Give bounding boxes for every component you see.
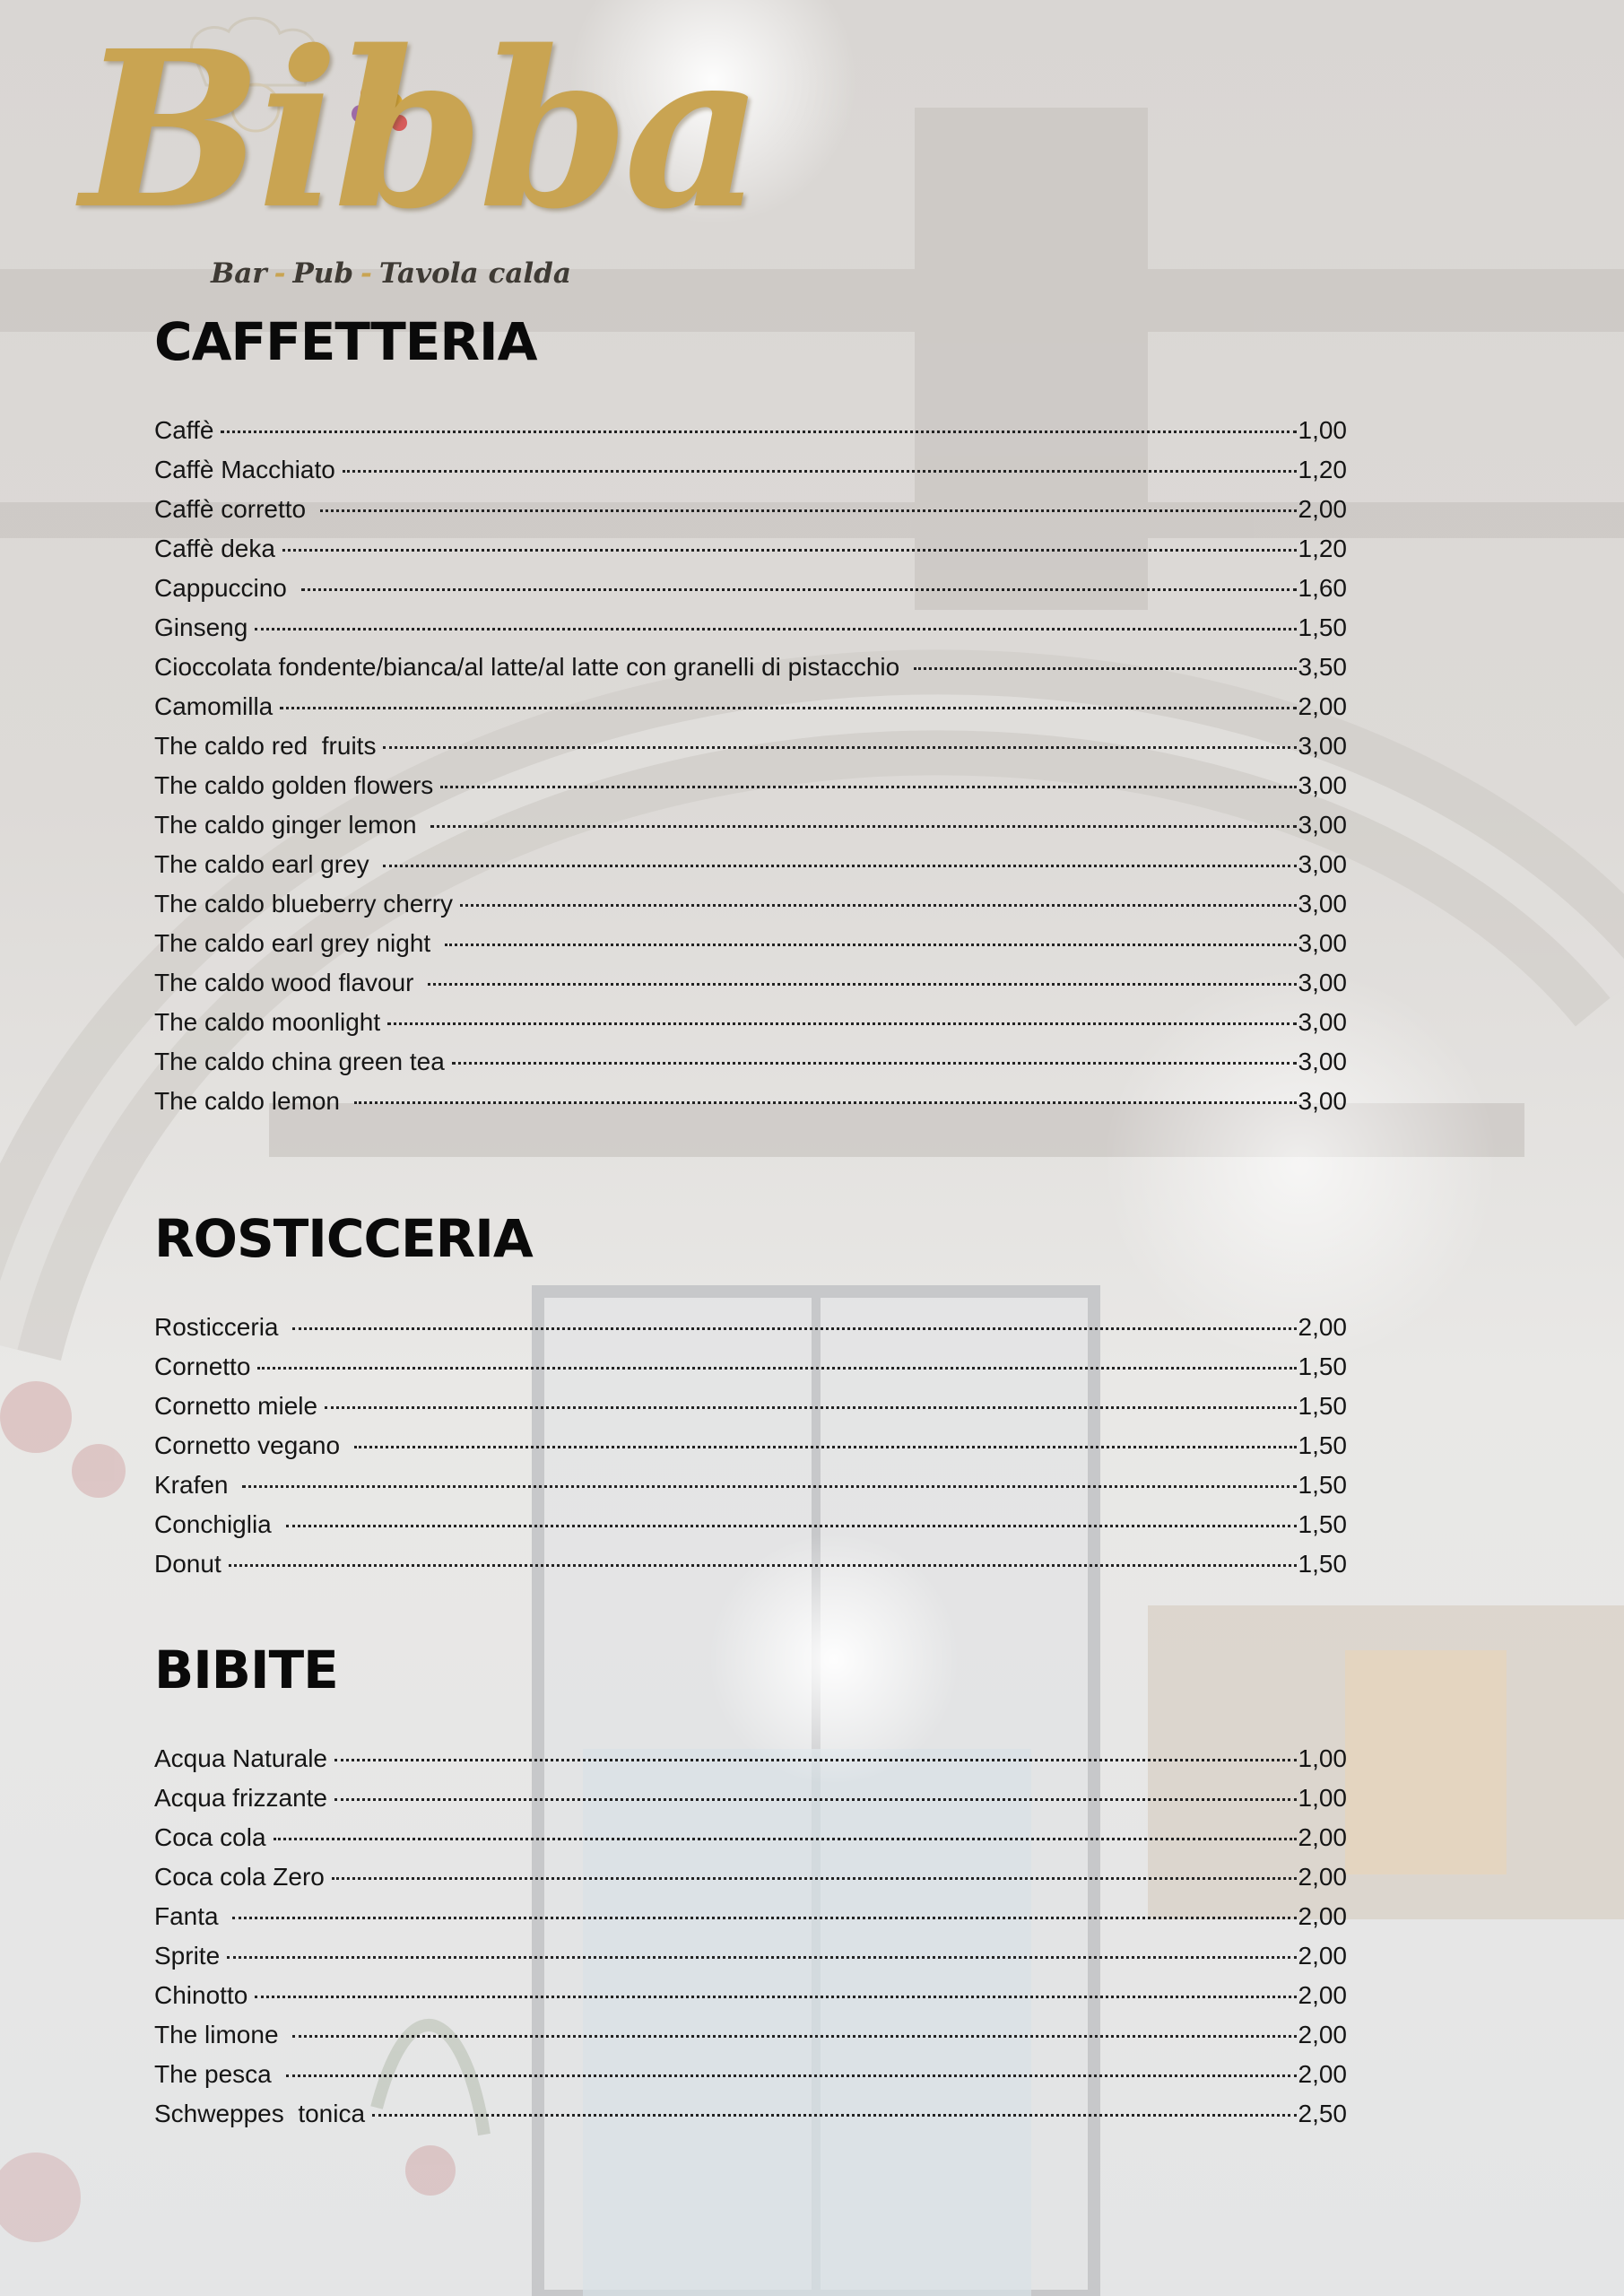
dot-leader bbox=[301, 587, 1297, 591]
tagline-tavola-calda: Tavola calda bbox=[378, 257, 571, 290]
menu-item bbox=[154, 2094, 1347, 2134]
dot-leader bbox=[334, 1757, 1296, 1761]
menu-item bbox=[154, 1387, 1347, 1426]
section-bibite bbox=[154, 1639, 1347, 2134]
item-price: 1,00 bbox=[1298, 416, 1347, 444]
menu-item bbox=[154, 1082, 1347, 1121]
menu-item bbox=[154, 1003, 1347, 1042]
dot-leader bbox=[232, 1915, 1296, 1919]
menu-item bbox=[154, 648, 1347, 687]
menu-list bbox=[154, 411, 1347, 1121]
section-title: CAFFETTERIA bbox=[154, 311, 537, 372]
dot-leader bbox=[428, 981, 1296, 986]
dot-leader bbox=[914, 665, 1297, 670]
item-name: The caldo golden flowers bbox=[154, 771, 434, 799]
dot-leader bbox=[292, 2033, 1296, 2038]
item-price: 1,60 bbox=[1298, 574, 1347, 602]
dot-leader bbox=[282, 547, 1297, 552]
dot-leader bbox=[286, 1523, 1297, 1527]
menu-item bbox=[154, 963, 1347, 1003]
menu-item bbox=[154, 2055, 1347, 2094]
item-name: Fanta bbox=[154, 1902, 226, 1930]
item-name: The caldo china green tea bbox=[154, 1048, 445, 1075]
menu-item bbox=[154, 1042, 1347, 1082]
item-name: Coca cola bbox=[154, 1823, 266, 1851]
dot-leader bbox=[387, 1021, 1296, 1025]
bibba-logo bbox=[72, 4, 759, 300]
item-price: 1,20 bbox=[1298, 535, 1347, 562]
item-price: 2,00 bbox=[1298, 2060, 1347, 2088]
item-price: 1,20 bbox=[1298, 456, 1347, 483]
item-name: The caldo earl grey bbox=[154, 850, 377, 878]
menu-item bbox=[154, 884, 1347, 924]
item-name: Cioccolata fondente/bianca/al latte/al latte con granelli di pistacchio bbox=[154, 653, 907, 681]
menu-item bbox=[154, 1308, 1347, 1347]
menu-item bbox=[154, 1465, 1347, 1505]
item-name: Acqua frizzante bbox=[154, 1784, 327, 1812]
item-price: 2,50 bbox=[1298, 2100, 1347, 2127]
item-name: The caldo lemon bbox=[154, 1087, 347, 1115]
menu-item bbox=[154, 924, 1347, 963]
menu-item bbox=[154, 1976, 1347, 2015]
dot-leader bbox=[354, 1100, 1297, 1104]
menu-item bbox=[154, 1779, 1347, 1818]
item-name: The caldo blueberry cherry bbox=[154, 890, 454, 918]
menu-item bbox=[154, 569, 1347, 608]
item-name: Cornetto miele bbox=[154, 1392, 318, 1420]
item-name: The caldo earl grey night bbox=[154, 929, 438, 957]
dot-leader bbox=[227, 1954, 1296, 1959]
item-price: 1,50 bbox=[1298, 1471, 1347, 1499]
item-name: The limone bbox=[154, 2021, 286, 2048]
menu-list bbox=[154, 1739, 1347, 2134]
dot-leader bbox=[280, 705, 1296, 709]
dot-leader bbox=[229, 1562, 1297, 1567]
item-name: Acqua Naturale bbox=[154, 1744, 328, 1772]
item-name: Camomilla bbox=[154, 692, 274, 720]
dot-leader bbox=[452, 1060, 1297, 1065]
menu-item bbox=[154, 2015, 1347, 2055]
logo-wordmark: Bibba bbox=[81, 4, 759, 257]
menu-item bbox=[154, 805, 1347, 845]
dot-leader bbox=[430, 823, 1296, 828]
item-price: 1,50 bbox=[1298, 1392, 1347, 1420]
item-name: Caffè Macchiato bbox=[154, 456, 335, 483]
item-price: 3,00 bbox=[1298, 771, 1347, 799]
item-name: Donut bbox=[154, 1550, 221, 1578]
menu-list bbox=[154, 1308, 1347, 1584]
item-price: 2,00 bbox=[1298, 1981, 1347, 2009]
tagline-pub: Pub bbox=[292, 257, 354, 290]
item-price: 1,50 bbox=[1298, 1431, 1347, 1459]
item-price: 1,50 bbox=[1298, 1550, 1347, 1578]
dot-leader bbox=[343, 468, 1297, 473]
item-name: Sprite bbox=[154, 1942, 221, 1970]
menu-item bbox=[154, 845, 1347, 884]
tagline-bar: Bar bbox=[211, 257, 267, 290]
item-name: Schweppes tonica bbox=[154, 2100, 366, 2127]
item-name: Krafen bbox=[154, 1471, 236, 1499]
dot-leader bbox=[221, 429, 1296, 433]
item-price: 2,00 bbox=[1298, 1902, 1347, 1930]
item-name: Chinotto bbox=[154, 1981, 248, 2009]
item-price: 2,00 bbox=[1298, 1313, 1347, 1341]
menu-item bbox=[154, 1739, 1347, 1779]
item-name: Cornetto vegano bbox=[154, 1431, 347, 1459]
dot-leader bbox=[383, 744, 1296, 749]
dot-leader bbox=[372, 2112, 1296, 2117]
item-price: 2,00 bbox=[1298, 1942, 1347, 1970]
item-price: 1,50 bbox=[1298, 613, 1347, 641]
item-price: 3,00 bbox=[1298, 732, 1347, 760]
item-price: 3,00 bbox=[1298, 1048, 1347, 1075]
item-price: 3,00 bbox=[1298, 929, 1347, 957]
menu-item bbox=[154, 1818, 1347, 1857]
item-name: Cappuccino bbox=[154, 574, 294, 602]
item-price: 3,00 bbox=[1298, 1087, 1347, 1115]
item-price: 1,00 bbox=[1298, 1784, 1347, 1812]
dot-leader bbox=[274, 1836, 1297, 1840]
dot-leader bbox=[320, 508, 1297, 512]
menu-item bbox=[154, 1347, 1347, 1387]
menu-item bbox=[154, 766, 1347, 805]
item-price: 2,00 bbox=[1298, 1823, 1347, 1851]
dot-leader bbox=[255, 1994, 1296, 1998]
menu-item bbox=[154, 490, 1347, 529]
item-price: 2,00 bbox=[1298, 692, 1347, 720]
item-price: 2,00 bbox=[1298, 1863, 1347, 1891]
menu-item bbox=[154, 1897, 1347, 1936]
item-price: 2,00 bbox=[1298, 2021, 1347, 2048]
item-price: 3,00 bbox=[1298, 890, 1347, 918]
dot-leader bbox=[334, 1796, 1297, 1801]
section-rosticceria bbox=[154, 1208, 1347, 1584]
dot-leader bbox=[292, 1326, 1296, 1330]
item-price: 2,00 bbox=[1298, 495, 1347, 523]
dot-leader bbox=[325, 1405, 1296, 1409]
section-caffetteria bbox=[154, 311, 1347, 1121]
item-price: 3,00 bbox=[1298, 969, 1347, 996]
dot-leader bbox=[383, 863, 1296, 867]
menu-item bbox=[154, 687, 1347, 726]
item-price: 3,50 bbox=[1298, 653, 1347, 681]
item-price: 1,50 bbox=[1298, 1352, 1347, 1380]
menu-item bbox=[154, 726, 1347, 766]
item-name: Ginseng bbox=[154, 613, 248, 641]
item-name: The caldo ginger lemon bbox=[154, 811, 424, 839]
menu-item bbox=[154, 411, 1347, 450]
item-price: 3,00 bbox=[1298, 1008, 1347, 1036]
menu-item bbox=[154, 1505, 1347, 1544]
item-name: Caffè bbox=[154, 416, 214, 444]
item-price: 1,00 bbox=[1298, 1744, 1347, 1772]
dot-leader bbox=[255, 626, 1296, 631]
dot-leader bbox=[445, 942, 1297, 946]
dot-leader bbox=[257, 1365, 1296, 1370]
item-price: 3,00 bbox=[1298, 850, 1347, 878]
dot-leader bbox=[286, 2073, 1297, 2077]
menu-item bbox=[154, 1544, 1347, 1584]
menu-item bbox=[154, 1936, 1347, 1976]
menu-item bbox=[154, 1857, 1347, 1897]
item-name: Caffè corretto bbox=[154, 495, 313, 523]
menu-item bbox=[154, 450, 1347, 490]
section-title: BIBITE bbox=[154, 1639, 338, 1700]
item-price: 1,50 bbox=[1298, 1510, 1347, 1538]
dot-leader bbox=[242, 1483, 1296, 1488]
item-name: The caldo red fruits bbox=[154, 732, 377, 760]
menu-item bbox=[154, 529, 1347, 569]
item-name: The pesca bbox=[154, 2060, 279, 2088]
section-title: ROSTICCERIA bbox=[154, 1208, 533, 1269]
menu-item bbox=[154, 608, 1347, 648]
dot-leader bbox=[460, 902, 1296, 907]
item-price: 3,00 bbox=[1298, 811, 1347, 839]
logo-tagline: Bar - Pub - Tavola calda bbox=[211, 257, 571, 290]
item-name: The caldo moonlight bbox=[154, 1008, 381, 1036]
item-name: Caffè deka bbox=[154, 535, 275, 562]
item-name: Conchiglia bbox=[154, 1510, 279, 1538]
menu-item bbox=[154, 1426, 1347, 1465]
dot-leader bbox=[354, 1444, 1297, 1448]
item-name: Rosticceria bbox=[154, 1313, 286, 1341]
dot-leader bbox=[332, 1875, 1297, 1880]
dot-leader bbox=[440, 784, 1296, 788]
item-name: Cornetto bbox=[154, 1352, 251, 1380]
item-name: Coca cola Zero bbox=[154, 1863, 325, 1891]
item-name: The caldo wood flavour bbox=[154, 969, 421, 996]
